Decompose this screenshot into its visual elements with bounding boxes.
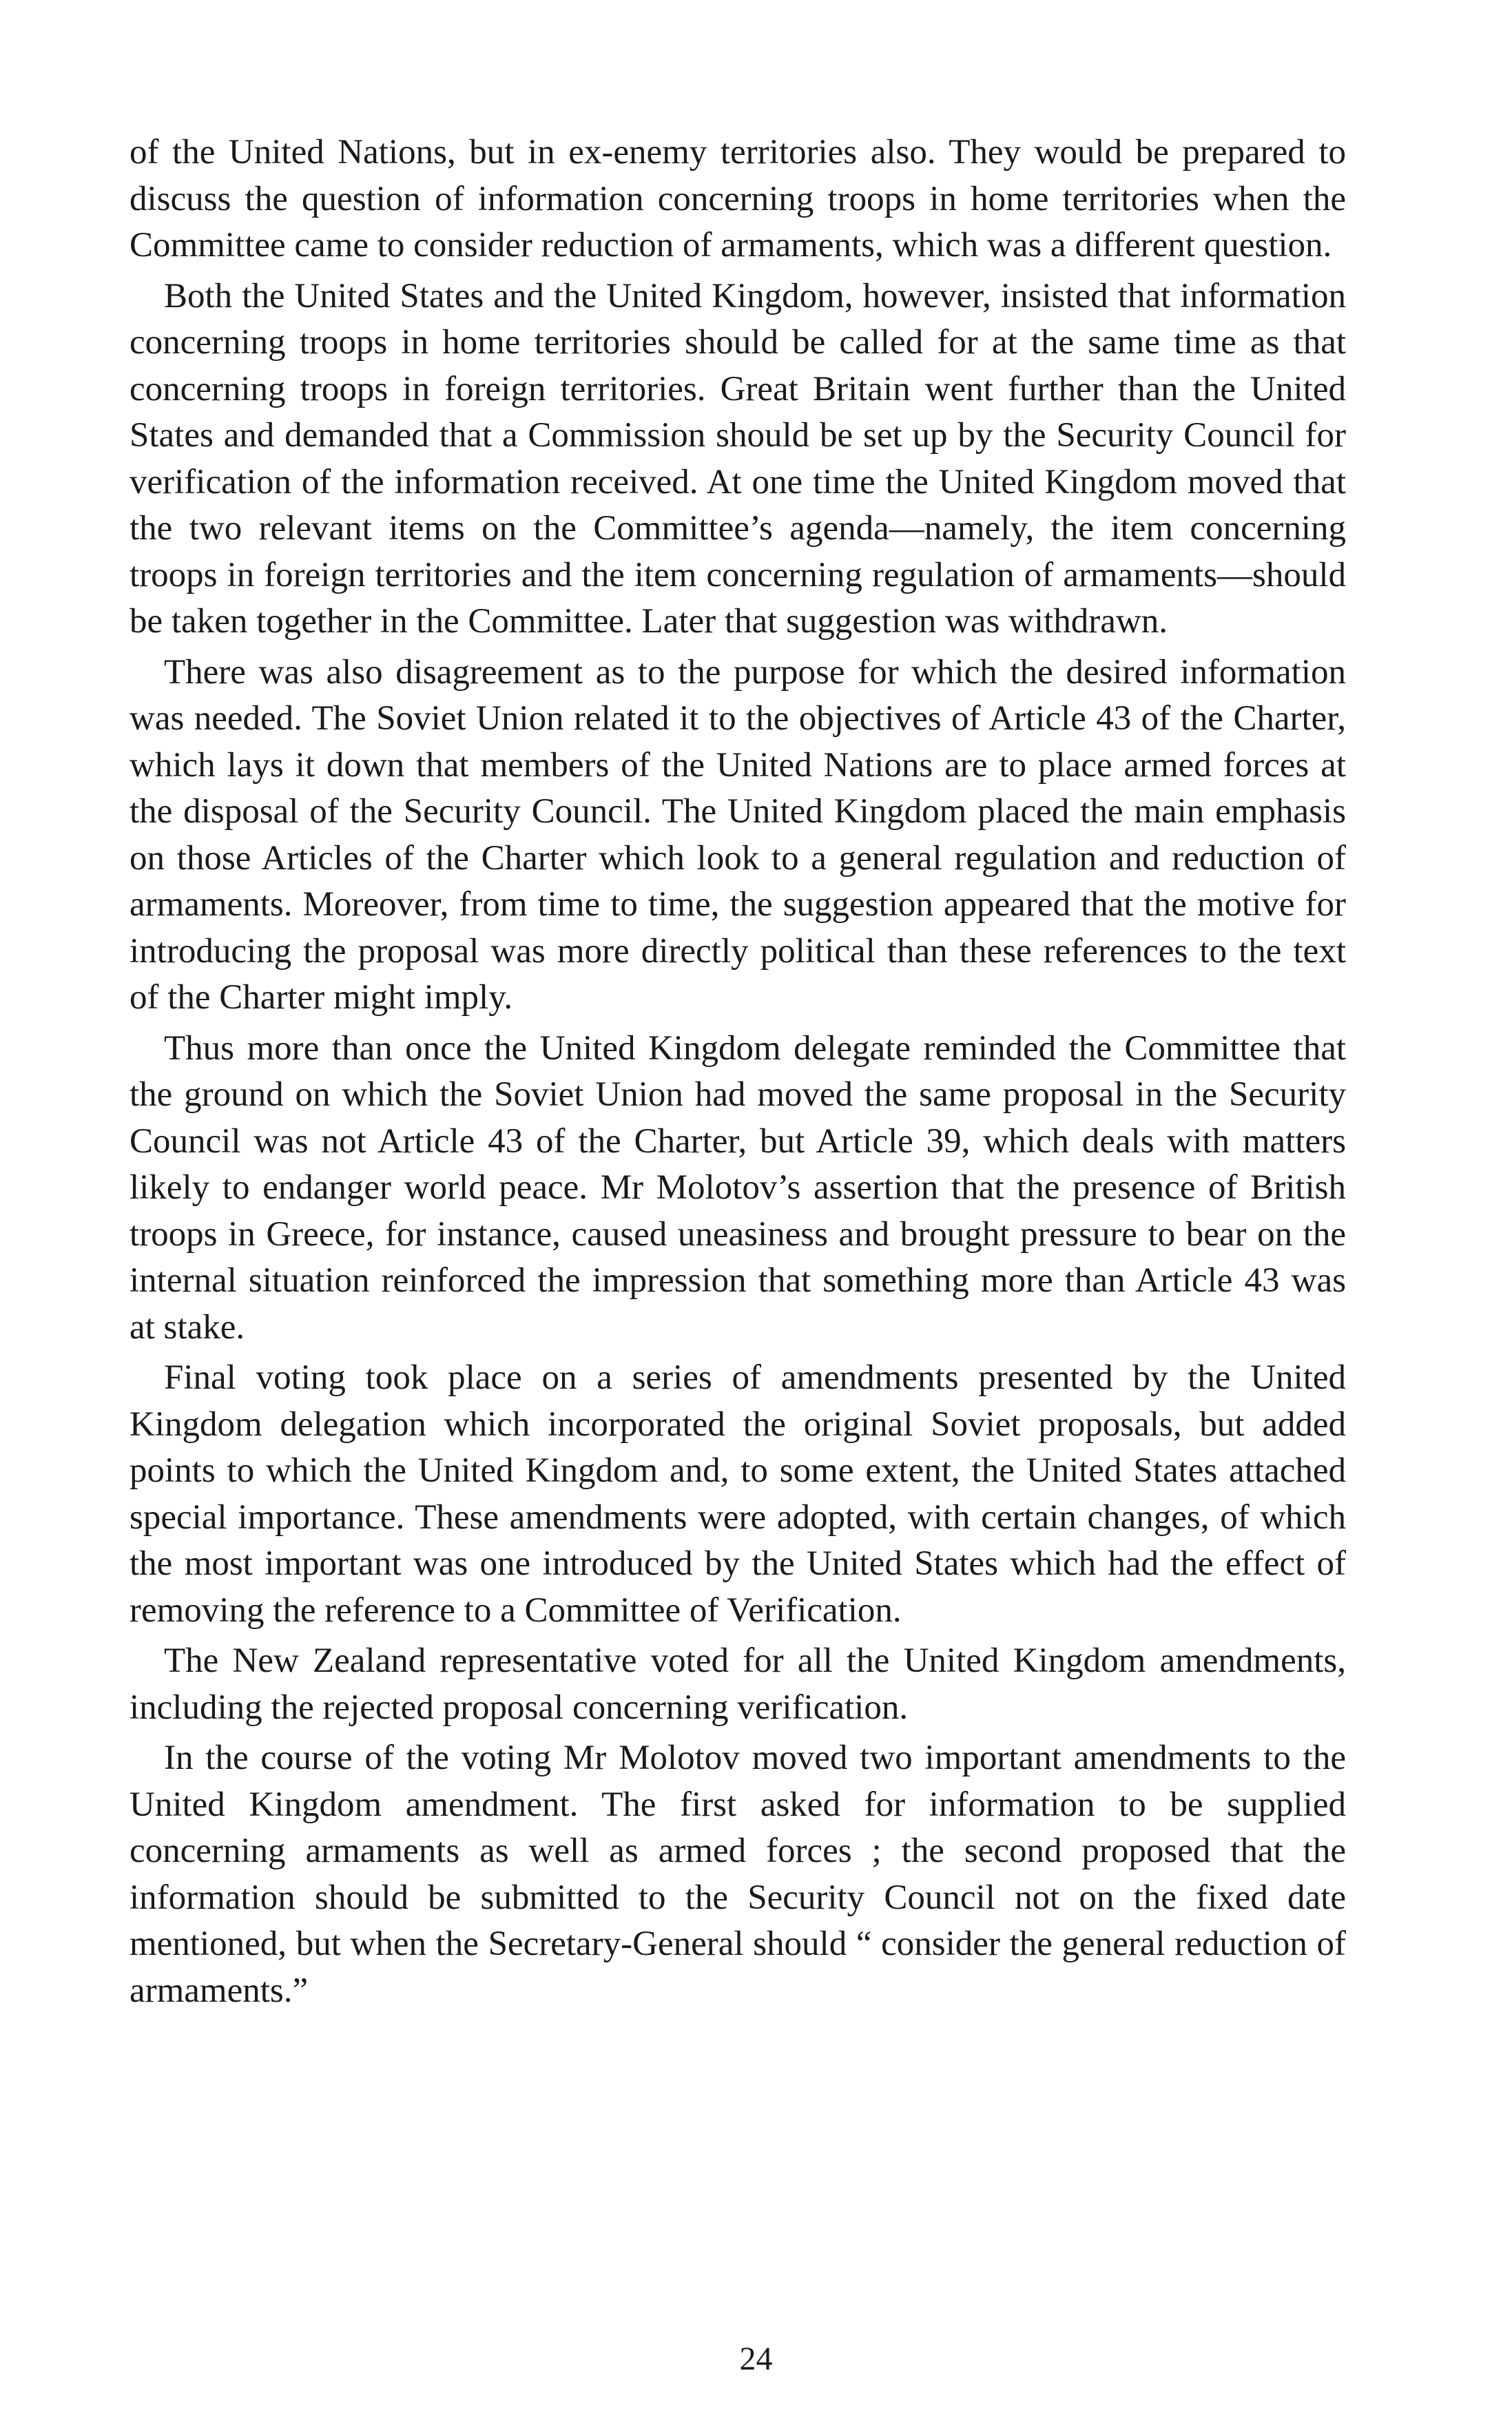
paragraph-purpose-disagreement: There was also disagreement as to the purpose for which the desired information was needed. The Soviet Union related it to the objectives of Article 43 of the Charter, which lays it down that members of the United Nations are to place armed forces at the disposal of the Security Council. The United Kingdom placed the main emphasis on those Articles of the Charter which look to a general regulation and reduction of armaments. Moreover, from time to time, the suggestion appeared that the motive for introducing the proposal was more directly political than these references to the text of the Charter might imply. [130, 652, 1346, 1017]
paragraph-home-territories: Both the United States and the United Kingdom, however, insisted that information concerning troops in home territories should be called for at the same time as that concerning troops in foreign territories. Great Britain went further than the United States and demanded that a Commission should be set up by the Security Council for verification of the information received. At one time the United Kingdom moved that the two relevant items on the Committee’s agenda—namely, the item concerning troops in foreign territories and the item concerning regulation of armaments—should be taken together in the Committee. Later that suggestion was withdrawn. [130, 276, 1346, 641]
page-number: 24 [739, 2341, 773, 2377]
paragraph-continuation: of the United Nations, but in ex-enemy territories also. They would be prepared to discuss the question of information concerning troops in home territories when the Committee came to consider reduction of armaments, which was a different question. [130, 133, 1346, 265]
paragraph-new-zealand-vote: The New Zealand representative voted for all the United Kingdom amendments, including the rejected proposal concerning verification. [130, 1641, 1346, 1727]
paragraph-molotov-amendments: In the course of the voting Mr Molotov moved two important amendments to the United Kingdom amendment. The first asked for information to be supplied concerning armaments as well as armed forces ; the second proposed that the information should be submitted to the Security Council not on the fixed date mentioned, but when the Secretary-General should “ consider the general reduction of armaments.” [130, 1739, 1346, 2010]
paragraph-final-voting: Final voting took place on a series of amendments presented by the United Kingdom delegation which incorporated the original Soviet proposals, but added points to which the United Kingdom and, to some extent, the United States attached special importance. These amendments were adopted, with certain changes, of which the most important was one introduced by the United States which had the effect of removing the reference to a Committee of Verification. [130, 1358, 1346, 1630]
page-body [130, 129, 1346, 2014]
paragraph-article-39: Thus more than once the United Kingdom delegate reminded the Committee that the ground on which the Soviet Union had moved the same proposal in the Security Council was not Article 43 of the Charter, but Article 39, which deals with matters likely to endanger world peace. Mr Molotov’s assertion that the presence of British troops in Greece, for instance, caused uneasiness and brought pressure to bear on the internal situation reinforced the impression that something more than Article 43 was at stake. [130, 1028, 1346, 1347]
